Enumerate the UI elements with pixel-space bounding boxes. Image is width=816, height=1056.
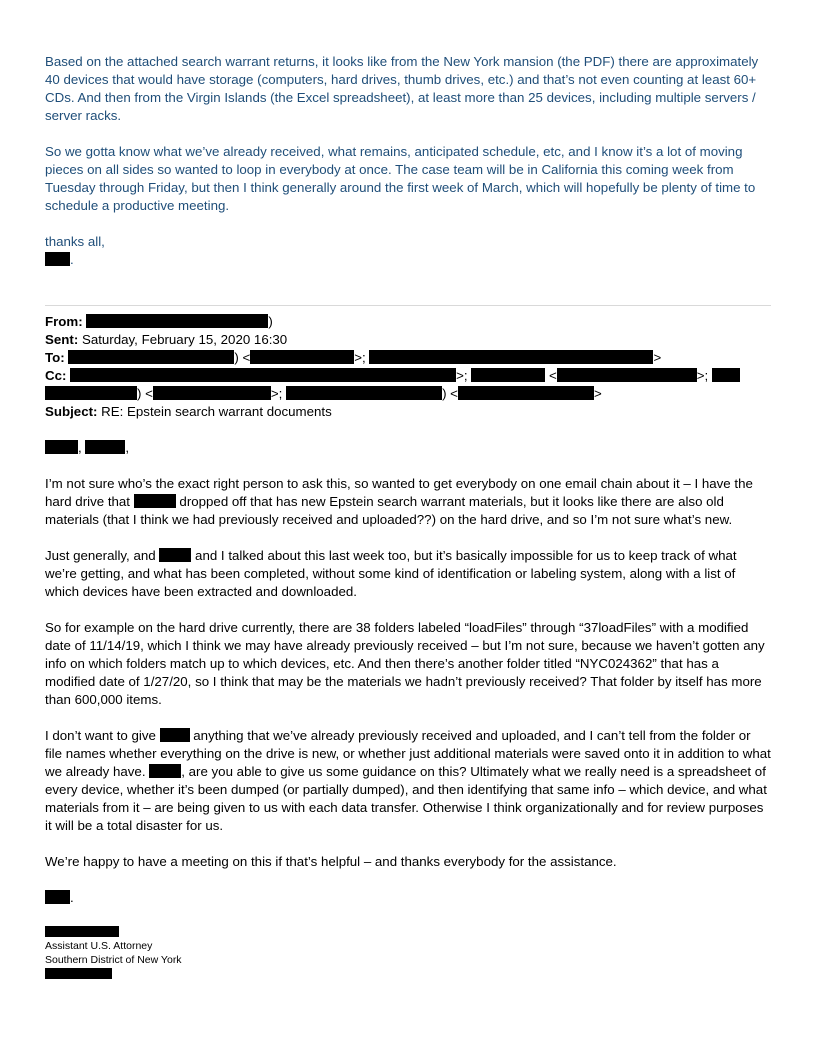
reply-signoff: . <box>45 251 771 269</box>
reply-message <box>45 53 771 269</box>
redaction <box>86 314 268 328</box>
redaction <box>712 368 740 382</box>
body-paragraph-2: Just generally, and and I talked about this last week too, but it’s basically impossible for us to keep track of what we’re getting, and what has been completed, without some kind of identification or labeling system, along with a list of which devices have been extracted and downloaded. <box>45 548 737 599</box>
redaction <box>45 386 137 400</box>
redaction <box>557 368 697 382</box>
redaction <box>45 890 70 904</box>
redaction <box>149 764 181 778</box>
redaction <box>45 440 78 454</box>
cc-line: Cc: >; < >; <box>45 367 771 385</box>
redaction <box>45 926 119 937</box>
greeting: , , <box>45 439 771 457</box>
email-body <box>45 439 771 907</box>
body-signoff: . <box>45 889 771 907</box>
to-line: To: ) < >; > <box>45 350 662 365</box>
redaction <box>159 548 191 562</box>
email-document <box>45 53 771 981</box>
reply-closing: thanks all, <box>45 234 105 249</box>
body-paragraph-3: So for example on the hard drive currently, there are 38 folders labeled “loadFiles” through “37loadFiles” with a modified date of 11/14/19, which I think we may have already previously received – but I’m not sure, because we haven’t gotten any info on which folders match up to which devices, etc. And then there’s another folder titled “NYC024362” that has a modified date of 1/27/20, so I think that may be the materials we hadn’t previously received? That folder by itself has more than 600,000 items. <box>45 620 765 707</box>
body-paragraph-1: I’m not sure who’s the exact right person to ask this, so wanted to get everybody on one email chain about it – I have the hard drive that dropped off that has new Epstein search warrant materials, but it looks like there are also old materials (that I think we had previously received and uploaded??) on the hard drive, and so I’m not sure what’s new. <box>45 476 753 527</box>
redaction <box>286 386 442 400</box>
redaction <box>68 350 234 364</box>
redaction <box>471 368 545 382</box>
redaction <box>45 252 70 266</box>
body-paragraph-4: I don’t want to give anything that we’ve already previously received and uploaded, and I can’t tell from the folder or file names whether everything on the drive is new, or whether just additional materials were saved onto it in addition to what we already have. , are you able to give us some guidance on this? Ultimately what we really need is a spreadsheet of every device, whether it’s been dumped (or partially dumped), and then identifying that same info – which device, and what materials from it – are being given to us with each data transfer. Otherwise I think organizationally and for review purposes it will be a total disaster for us. <box>45 728 771 833</box>
redaction <box>250 350 354 364</box>
redaction <box>134 494 176 508</box>
signature-office: Southern District of New York <box>45 954 182 966</box>
redaction <box>85 440 125 454</box>
from-line: From: ) <box>45 314 273 329</box>
redaction <box>160 728 190 742</box>
reply-paragraph-1: Based on the attached search warrant returns, it looks like from the New York mansion (the PDF) there are approximately 40 devices that would have storage (computers, hard drives, thumb drives, etc.) and that’s not even counting at least 60+ CDs. And then from the Virgin Islands (the Excel spreadsheet), at least more than 25 devices, including multiple servers / server racks. <box>45 54 759 123</box>
signature-title: Assistant U.S. Attorney <box>45 940 153 952</box>
redaction <box>458 386 594 400</box>
redaction <box>153 386 271 400</box>
sent-line: Sent: Saturday, February 15, 2020 16:30 <box>45 332 288 347</box>
redaction <box>369 350 653 364</box>
redaction <box>45 968 112 979</box>
email-header <box>45 313 771 421</box>
reply-paragraph-2: So we gotta know what we’ve already received, what remains, anticipated schedule, etc, and I know it’s a lot of moving pieces on all sides so wanted to loop in everybody at once. The case team will be in California this coming week from Tuesday through Friday, but then I think generally around the first week of March, which will hopefully be plenty of time to schedule a productive meeting. <box>45 144 756 213</box>
divider <box>45 305 771 306</box>
body-paragraph-5: We’re happy to have a meeting on this if that’s helpful – and thanks everybody for the assistance. <box>45 854 617 869</box>
cc-line-continued: ) < >; ) < > <box>45 385 771 403</box>
signature-block <box>45 925 771 981</box>
subject-line: Subject: RE: Epstein search warrant documents <box>45 404 332 419</box>
redaction <box>70 368 456 382</box>
